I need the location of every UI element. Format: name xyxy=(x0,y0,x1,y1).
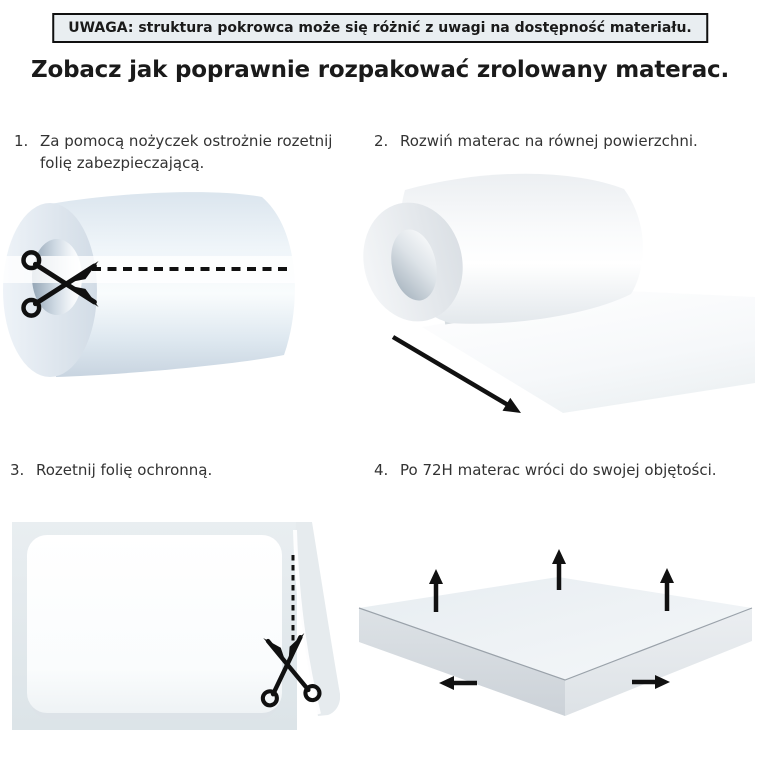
expanding-mattress-illustration xyxy=(350,520,760,760)
step-3-label xyxy=(10,460,340,482)
step-4-number: 4. xyxy=(374,461,389,479)
step-3-text: Rozetnij folię ochronną. xyxy=(36,461,213,479)
cut-foil-illustration xyxy=(0,500,340,760)
unrolling-mattress-illustration xyxy=(350,165,760,435)
step-1-number: 1. xyxy=(14,132,29,150)
step-2-text: Rozwiń materac na równej powierzchni. xyxy=(400,132,698,150)
notice-banner-text: UWAGA: struktura pokrowca może się różnić z uwagi na dostępność materiału. xyxy=(68,20,692,36)
step-4-text: Po 72H materac wróci do swojej objętości. xyxy=(400,461,717,479)
flat-mattress-graphic xyxy=(27,535,282,719)
step-1-label xyxy=(14,131,344,175)
step-4-label xyxy=(374,460,760,482)
page-title: Zobacz jak poprawnie rozpakować zrolowany materac. xyxy=(31,57,729,83)
rolled-mattress-cut-illustration xyxy=(0,180,340,400)
step-1-text: Za pomocą nożyczek ostrożnie rozetnij folię zabezpieczającą. xyxy=(40,132,333,172)
step-2-label xyxy=(374,131,760,153)
mattress-roll-graphic xyxy=(3,192,295,377)
step-2-number: 2. xyxy=(374,132,389,150)
step-3-number: 3. xyxy=(10,461,25,479)
notice-banner xyxy=(52,13,708,43)
mattress-slab-graphic xyxy=(359,577,752,716)
